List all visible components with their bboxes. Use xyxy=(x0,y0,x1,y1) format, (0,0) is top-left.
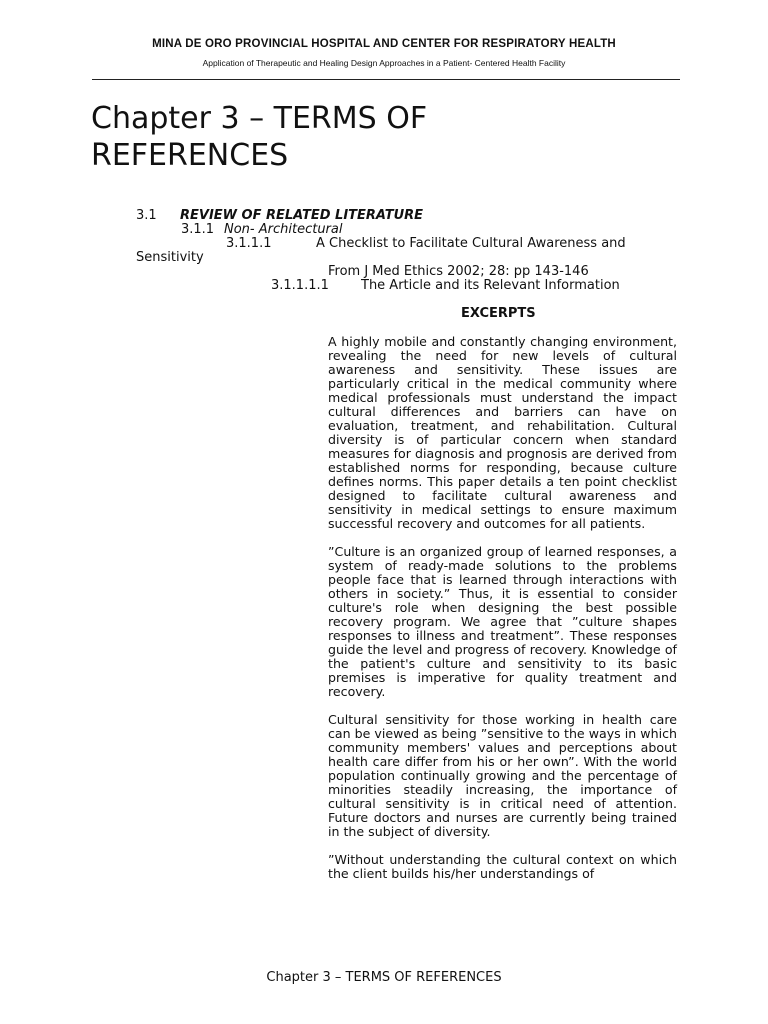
document-header-title: MINA DE ORO PROVINCIAL HOSPITAL AND CENTER FOR RESPIRATORY HEALTH xyxy=(152,38,616,50)
section-number-3-1-1-1-1: 3.1.1.1.1 xyxy=(271,278,329,293)
section-heading-checklist: A Checklist to Facilitate Cultural Awareness and xyxy=(316,236,626,251)
excerpts-heading: EXCERPTS xyxy=(461,306,536,321)
header-divider xyxy=(92,79,680,80)
section-heading-article: The Article and its Relevant Information xyxy=(361,278,620,293)
excerpts-body xyxy=(328,335,677,895)
section-number-3-1-1-1: 3.1.1.1 xyxy=(226,236,272,251)
section-heading-checklist-continued: Sensitivity xyxy=(136,250,204,265)
section-number-3-1: 3.1 xyxy=(136,208,157,223)
section-number-3-1-1: 3.1.1 xyxy=(181,222,215,237)
source-citation: From J Med Ethics 2002; 28: pp 143-146 xyxy=(328,264,589,279)
document-header-subtitle: Application of Therapeutic and Healing Design Approaches in a Patient- Centered Health Facility xyxy=(202,58,566,68)
section-heading-review: REVIEW OF RELATED LITERATURE xyxy=(180,208,424,223)
section-heading-non-architectural: Non- Architectural xyxy=(224,222,343,237)
chapter-title: Chapter 3 – TERMS OF REFERENCES xyxy=(91,101,428,173)
excerpt-paragraph: ”Without understanding the cultural context on which the client builds his/her understandings of xyxy=(328,852,677,881)
excerpt-paragraph: A highly mobile and constantly changing environment, revealing the need for new levels of cultural awareness and sensitivity. These issues are particularly critical in the medical community where medical professionals must understand the impact cultural differences and barriers can have on evaluation, treatment, and rehabilitation. Cultural diversity is of particular concern when standard measures for diagnosis and prognosis are derived from established norms for responding, because culture defines norms. This paper details a ten point checklist designed to facilitate cultural awareness and sensitivity in medical settings to ensure maximum successful recovery and outcomes for all patients. xyxy=(328,334,677,531)
excerpt-paragraph: ”Culture is an organized group of learned responses, a system of ready-made solutions to the problems people face that is learned through interactions with others in society.” Thus, it is essential to consider culture's role when designing the best possible recovery program. We agree that ”culture shapes responses to illness and treatment”. These responses guide the level and progress of recovery. Knowledge of the patient's culture and sensitivity to its basic premises is imperative for quality treatment and recovery. xyxy=(328,544,677,699)
page-footer: Chapter 3 – TERMS OF REFERENCES xyxy=(266,970,502,985)
excerpt-paragraph: Cultural sensitivity for those working in health care can be viewed as being ”sensitive to the ways in which community members' values and perceptions about health care differ from his or her own”. With the world population continually growing and the percentage of minorities steadily increasing, the importance of cultural sensitivity is in critical need of attention. Future doctors and nurses are currently being trained in the subject of diversity. xyxy=(328,712,677,839)
